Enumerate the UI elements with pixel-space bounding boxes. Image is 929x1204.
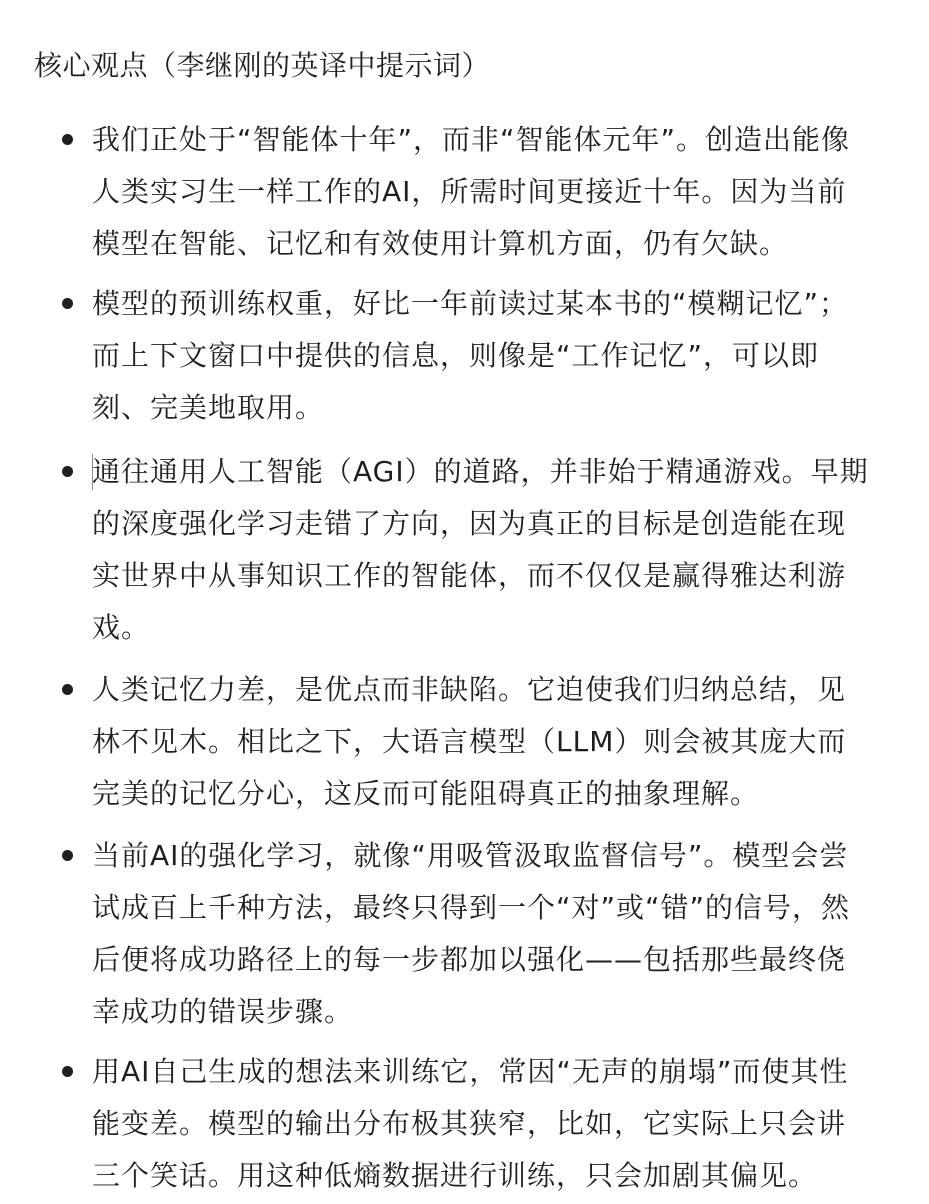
- list-item-line: 通往通用人工智能（AGI）的道路，并非始于精通游戏。早期: [92, 455, 869, 488]
- list-item-line: 当前AI的强化学习，就像“用吸管汲取监督信号”。模型会尝: [92, 839, 849, 872]
- list-item-line: 人类实习生一样工作的AI，所需时间更接近十年。因为当前: [92, 175, 847, 208]
- list-item-line: 用AI自己生成的想法来训练它，常因“无声的崩塌”而使其性: [92, 1055, 849, 1088]
- list-item-line: 完美的记忆分心，这反而可能阻碍真正的抽象理解。: [92, 777, 760, 810]
- list-item-line: 模型在智能、记忆和有效使用计算机方面，仍有欠缺。: [92, 227, 789, 260]
- list-item-line: 能变差。模型的输出分布极其狭窄，比如，它实际上只会讲: [92, 1107, 847, 1140]
- list-item-line: 刻、完美地取用。: [92, 391, 325, 424]
- list-item-line: 林不见木。相比之下，大语言模型（LLM）则会被其庞大而: [92, 725, 847, 758]
- bullet-dot-icon: [62, 684, 73, 695]
- list-item-line: 三个笑话。用这种低熵数据进行训练，只会加剧其偏见。: [92, 1159, 818, 1192]
- bullet-dot-icon: [62, 466, 73, 477]
- bullet-dot-icon: [62, 1066, 73, 1077]
- list-item-line: 的深度强化学习走错了方向，因为真正的目标是创造能在现: [92, 507, 847, 540]
- list-item-line: 而上下文窗口中提供的信息，则像是“工作记忆”，可以即: [92, 339, 820, 372]
- list-item-line: 戏。: [92, 611, 151, 644]
- bullet-dot-icon: [62, 850, 73, 861]
- bullet-dot-icon: [62, 298, 73, 309]
- list-item-line: 试成百上千种方法，最终只得到一个“对”或“错”的信号，然: [92, 891, 851, 924]
- list-item-line: 人类记忆力差，是优点而非缺陷。它迫使我们归纳总结，见: [92, 673, 847, 706]
- section-heading: 核心观点（李继刚的英译中提示词）: [34, 49, 491, 82]
- list-item-line: 我们正处于“智能体十年”，而非“智能体元年”。创造出能像: [92, 123, 851, 156]
- list-item-line: 模型的预训练权重，好比一年前读过某本书的“模糊记忆”；: [92, 287, 849, 320]
- list-item-line: 幸成功的错误步骤。: [92, 995, 354, 1028]
- list-item-line: 后便将成功路径上的每一步都加以强化——包括那些最终侥: [92, 943, 847, 976]
- list-item-line: 实世界中从事知识工作的智能体，而不仅仅是赢得雅达利游: [92, 559, 847, 592]
- bullet-dot-icon: [62, 134, 73, 145]
